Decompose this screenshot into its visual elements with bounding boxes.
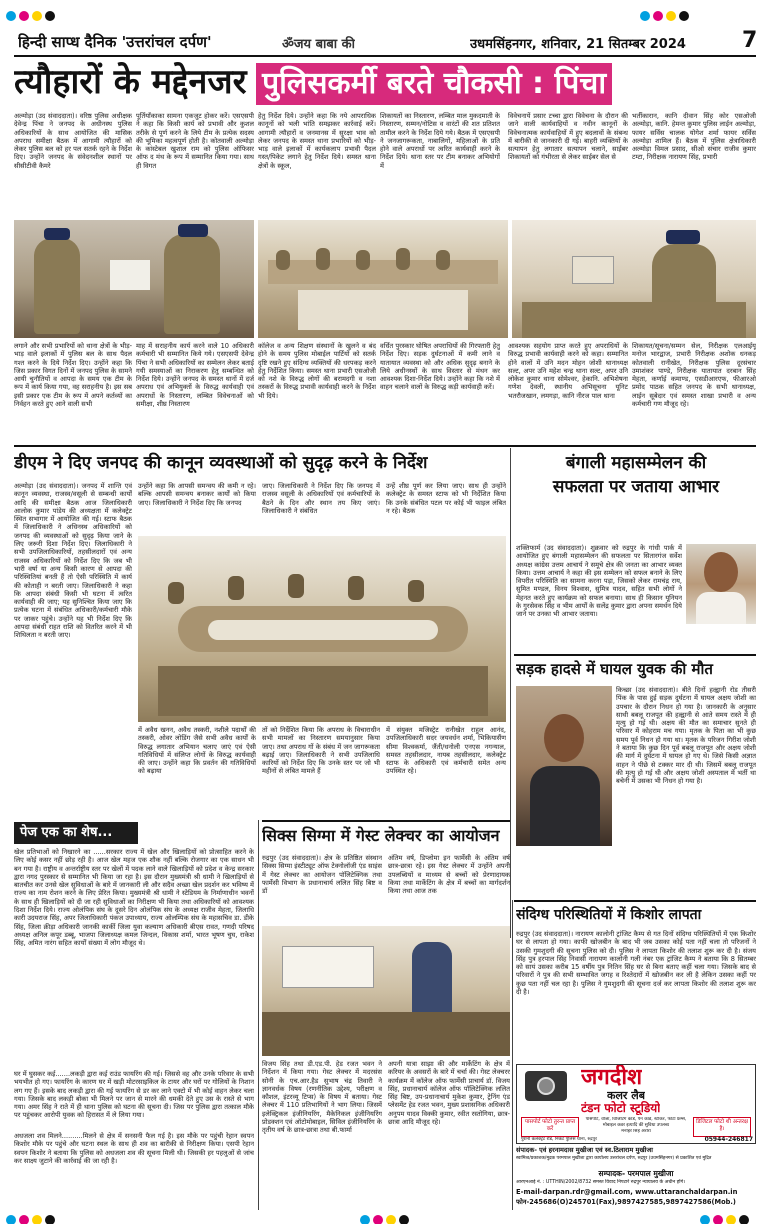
ad-address: पुरानी कलेक्ट्रेट रोड, निकट पुलिस थाना, रुद्रपुर	[521, 1137, 597, 1142]
ad-brand: जगदीश	[581, 1065, 643, 1090]
bengali-body: शक्तिफार्म (उद संवाददाता)। शुक्रवार को रुद्रपुर के गांधी पार्क में आयोजित हुए बंगाली महासम्मेलन की सफलता पर सितारगंज सर्वेश अध्यक्ष कांग्रेस उत्तम आचार्य ने समूचे क्षेत्र की जनता का आभार व्यक्त किया। उत्तम आचार्य ने कहा की इस सम्मेलन को सफल बनाने के लिए विपरीत परिस्थिति का सामना करना पड़ा, जिसको लेकर रामचंद्र राय, सुमित मण्डल, विनय विश्वास, सुमित्र यादव, सहित सभी लोगों ने मेहनत करते हुए कार्यक्रम को सफल बनाया। साथ ही किसान यूनियन के गुरसेवक सिंह व भीम आर्यों के सलेंद्र कुमार द्वारा अपना समर्थन दिये जाने पर उनका भी आभार जताया।	[516, 544, 682, 619]
lead-col-4: शिकायतों का निस्तारण, लम्बित माल मुकदमाती के निस्तारण, सम्मन/नोटिस व वारंटों की शत प्रतिशत तामील करने के निर्देश दिये गये। बैठक में एसएसपी ने जनजागरूकता, नाबालिगों, महिलाओं के प्रति होने वाले अपराधों पर त्वरित कार्यवाही करने के निर्देश दिये। थाना स्तर पर टीम बनाकर अभियोगों में	[380, 112, 500, 170]
lead-col-5: विवेचनायें प्रसार टच्चा द्वारा विवेचना के दौरान की जाने वाली कार्यवाहियों व नवीन कानूनों के विवेचनात्मक कार्यवाहियों में हुए बदलावों के संबन्ध में बारीकी से जानकारी दी गई। बाहरी व्यक्तियों के सत्यापन हेतु लगातार सत्यापन चलाने, साईबर शिकायतों को गंभीरता से लेकर साईबर सेल से	[508, 112, 628, 162]
ad-box-2: डिजिटल फोटो शी अन्तरक्ष है।	[693, 1117, 751, 1137]
ad-services: पासपोर्ट, वीजा, विजिटिंग कार्ड, पैन कार्ड, स्टीकर, फोटो फ्रेम्स, मोबाइल कवर इत्यादि की सुविधा उपलब्ध	[585, 1117, 687, 1128]
column-right-rule	[258, 820, 259, 1210]
dm-lower-3: तों को निर्देशित किया कि अपराध के विचाराधीन सभी मामलों का निस्तारण समयानुसार किया जाए। तथा अपराध गों के संबंध में जन जागरूकता बढ़ाई जाए। जिलाधिकारी ने सभी उपजिलाधि कारियों को निर्देश दिए कि उनके स्तर पर जो भी महीनों से लंबित मामले हैं	[262, 726, 380, 776]
registration-marks-left	[6, 6, 58, 25]
ad-box-1: पासपोर्ट फोटो तुरन्त प्राप्त करें	[521, 1117, 579, 1137]
column-title: पेज एक का शेष...	[14, 822, 138, 844]
lead-lower-4: वर्धित पुरस्कार घोषित अपराधियों की गिरफ्तारी हेतु निर्देश दिए। सड़क दुर्घटनाओं में कमी लाने व यातायात व्यवस्था को और अधिक सुदृढ़ बनाने के लिये अधीनस्थों के साथ विस्तार से मंथन कर आवश्यक दिशा-निर्देश दिये। उन्होंने कहा कि नशे में वाहन चलाने वालों के विरुद्ध कड़ी कार्यवाही करें।	[380, 342, 500, 392]
sixsigma-headline: सिक्स सिग्मा में गेस्ट लेक्चर का आयोजन	[262, 826, 500, 845]
sixsigma-right-rule	[512, 900, 513, 1210]
dm-col-1: अल्मोड़ा (उद संवाददाता)। जनपद में शान्ति एवं कानून व्यवस्था, राजस्व/वसूली से सम्बन्धी कार्यों आदि की समीक्षा बैठक आज जिलाधिकारी आलोक कुमार पांडेय की अध्यक्षता में कलेक्ट्रेट स्थित सभागार में आयोजित की गई। स्टाफ बैठक में जिलाधिकारी ने अधिनस्थ अधिकारियों को जनपद की व्यवस्थाओं को सुदृढ़ किया जाने के लिए जरूरी दिशा निर्देश दिए। जिलाधिकारी ने सभी उपजिलाधिकारियों, तहसीलदारों एवं अन्य राजस्व अधिकारियों को निर्देश दिए कि जब भी भारी वर्षा या अन्य किसी कारण से आपदा की परिस्थितियां बनती हैं तो ऐसी परिस्थिति में कार्य की कोताही न बरती जाए। जिलाधिकारी ने कहा कि आपदा संबंधी किसी भी घटना में त्वरित कार्यवाही की जाए; यह सुनिश्चित किया जाए कि प्रत्येक घटना में संबंधित अधिकारी/कर्मचारी मौके पर जाकर पहुंचे। उन्होंने यह भी निर्देश दिए कि आपदा संबंधी राहत राशि को वितरित करने में भी शिथिलता न बरती जाए।	[14, 482, 132, 640]
ad-line2: टंडन फोटो स्टूडियो	[581, 1101, 661, 1115]
bengali-headline-1: बंगाली महासम्मेलन की	[565, 453, 707, 473]
imprint-contact[interactable]: E-mail-darpan.rdr@gmail.com, www.uttaranchaldarpan.in	[516, 1188, 738, 1196]
dm-lower-4: में संयुक्त मजिस्ट्रेट रानीखेत राहुल आनंद, उपजिलाधिकारी सदर जयवर्धन शर्मा, भिकियासैंण सीमा विश्वकर्मा, जैंती/धनोली एनएस नगन्याल, समस्त तहसीलदार, नायब तहसीलदार, कलेक्ट्रेट स्टाफ के अधिकारी एवं कर्मचारी समेत अन्य उपस्थित रहे।	[386, 726, 506, 776]
lead-headline: त्यौहारों के मद्देनजर पुलिसकर्मी बरते चौकसी : पिंचा	[14, 58, 756, 108]
accident-photo	[516, 686, 612, 846]
imprint	[516, 1146, 756, 1208]
column-p2: घर में घुसकर कई.......लकड़ी द्वारा कई राउंड फायरिंग की गई। जिससे वह और उनके परिवार के सभी भयभीत हो गए। फायरिंग के कारण घर में खड़ी मोटरसाइकिल के टायर और घरों पर गोलियों के निशान लग गए हैं। इसके बाद लकड़ी द्वारा की गई फायरिंग से डर कर लाने एक्टो में भी कोई वाहन लेकर चला गया। जिसके बाद लकड़ी बोका भी मिलने पर जान से मारने की धमकी देते हुए उस के रास्ते से भाग गया। अमर सिंह ने राते में ही थाना पुलिस को घटना की सूचना दी। जिस पर पुलिस द्वारा तत्काल मौके पर पहुंचकर आरोपी युवक को हिरासत में ले लिया गया।	[14, 1070, 254, 1120]
ad-phone: 05944-246817	[704, 1136, 753, 1143]
camera-icon	[525, 1071, 567, 1101]
dm-photo-meeting	[138, 536, 506, 722]
dm-col-3: जाए। जिलाधिकारी ने निर्देश दिए कि जनपद में राजस्व वसूली के अधिकारियों एवं कर्मचारियों के बैठने के दिन और स्थान तय किए जाएं। जिलाधिकारी ने संबंधित	[262, 482, 380, 515]
dm-headline: डीएम ने दिए जनपद की कानून व्यवस्थाओं को सुदृढ़ करने के निर्देश	[14, 453, 428, 473]
accident-body: किच्छा (उद संवाददाता)। बीते दिनों हल्द्वानी रोड तीसरी पिंक के पास हुई सड़क दुर्घटना में घायल अक्षय जोशी का उपचार के दौरान निधन हो गया है। जानकारी के अनुसार साथी बबलू राजपूत की हल्द्वानी से आते समय रास्ते में ही मृत्यु हो गई थी। अक्षय की मौत का समाचार सुनते ही परिवार में कोहराम मच गया। मृतक के पिता का भी कुछ समय पूर्व निधन हो गया था। मृतक के परिजन गिरीश जोशी ने बताया कि कुछ दिन पूर्व बबलू राजपूत और अक्षय जोशी की मार्ग में दुर्घटना में घायल हो गए थे। जिसे किसी अज्ञात वाहन ने पीछे से टक्कर मार दी थी। जिसमें बबलू राजपूत की मृत्यु हो गई थी और अक्षय जोशी अस्पताल में भर्ती था बचेनी में उसका भी निधन हो गया है।	[616, 686, 756, 786]
lead-col-2: पूर्तियाँकाका सामना एकजुट होकर करें। एसएसपी ने कहा कि किसी कार्य को प्रभावी और कुशल तरीके से पूर्ण करने के लिये टीम के प्रत्येक सदस्य की भूमिका महत्वपूर्ण होती है। कोतवाली अल्मोड़ा के कांस्टेबल खुशाल राम को पुलिस ऑफिसर ऑफ द मंथ के रूप में सम्मानित किया गया। साथ ही विगत	[136, 112, 254, 170]
imprint-phones: फोन-245686(O)245701(Fax),9897427585,9897427586(Mob.)	[516, 1198, 736, 1206]
sixsigma-lower-2: अपनी यात्रा साझा की और मार्केटिंग के क्षेत्र में करियर के अवसरों के बारे में चर्चा की। गेस्ट लेक्चरर कार्यक्रम में कॉलेज ऑफ फार्मेसी प्राचार्य डॉ. विजय सिंह, प्रधानाचार्य कॉलेज ऑफ पॉलिटेक्निक ललित सिंह बिष्ट, उप-प्रधानाचार्य मुकेश कुमार, ट्रेनिंग एंड प्लेसमेंट हेड रजत भवन, मुख्य प्रशासनिक अधिकारी अनुपम यादव विक्की कुमार, रवीत रस्तोगिया, छात्र-छात्रा आदि मौजूद रहे।	[388, 1060, 510, 1127]
lead-lower-5: आवश्यक सहयोग प्राप्त करते हुए अपराधियों के विरुद्ध प्रभावी कार्यवाही करने को कहा। सम्मानित होने वालों में उनि मदन मोहन जोशी थानाध्यक्ष सल्ट, अपर उनि महेश चन्द्र थाना सल्ट, अपर उनि लोकेश कुमार थाना सोमेश्वर, हेकानि. अभिशेषना गणेश देवली, स्थानीय अभिसूचना यूनिट भतरौजखान, लमगड़ा, कानि नीरज पाल थाना	[508, 342, 628, 400]
lead-photo-award	[14, 220, 254, 338]
lead-col-1: अल्मोड़ा (उद संवाददाता)। वरिष्ठ पुलिस अधीक्षक देवेन्द्र पिंचा ने जनपद के अधीनस्थ पुलिस अधिकारियों के साथ आयोजित की मासिक अपराध समीक्षा बैठक में आगामी त्यौहारों को लेकर पुलिस बल को हर पल सतर्क रहने के निर्देश दिए। उन्होंने जनपद के संवेदनशील स्थानों पर सीसीटीवी कैमरे	[14, 112, 132, 170]
lead-col-3: हेतु निर्देश दिये। उन्होंने कहा कि नये आपराधिक कानूनों को भली भांति समझकर कार्रवाई करें। आगामी त्यौहारों व जनमानस में सुरक्षा भाव को लेकर जनपद के समस्त थाना प्रभारियों को भीड़-भाड़ वाले इलाकों में कार्यकलाप प्रभावी पैदल गस्त/पिकेट लगाने हेतु निर्देश दिये। समस्त थाना क्षेत्रों के स्कूल,	[258, 112, 376, 170]
lead-lower-1: लगाने और सभी प्रभारियों को थाना क्षेत्रों के भीड़-भाड़ वाले इलाकों में पुलिस बल के साथ पैदल गश्त करने के दिये निर्देश दिए। उन्होंने कहा कि जिस प्रकार विगत दिनों में जनपद पुलिस के सामने आयी चुनौतियों व आपदा के समय एक टीम के रूप में कार्य किया गया, वह सराहनीय है। इस सब इसी प्रकार एक टीम के रूप में अपने कर्तव्यों का निर्वहन करते हुए आने वाली सभी	[14, 342, 132, 409]
om-icon: ॐ	[282, 37, 294, 52]
lead-lower-6: शिकायत/सूचना/सम्मन सेल, निरीक्षक एलआईयू मनोज भारद्वाज, प्रभारी निरीक्षक अशोक धनकड़ कोतवाली रानीखेत, निरीक्षक पुलिस दूरसंचार उमाशंकर पाण्डे, निरीक्षक यातायात दरबान सिंह मेहता, कर्णाई कमाण्ड, एसडीआरएफ, फीआरओ प्रमोद पाठक सहित जनपद के सभी थानाध्यक्ष, लाईन सूबेदार एवं समस्त शाखा प्रभारी व अन्य कर्मचारी गण मौजूद रहे।	[632, 342, 756, 409]
missing-headline: संदिग्ध परिस्थितियों में किशोर लापता	[516, 907, 702, 923]
masthead-slogan: ॐजय बाबा की	[282, 37, 356, 52]
lead-lower-2: माह में सराहनीय कार्य करने वाले 10 अधिकारी कर्मचारी भी सम्मानित किये गये। एसएसपी देवेन्द्र पिंचा ने सभी अधिकारियों का सम्मेलन लेकर बताई गयी समस्याओं का निराकरण हेतु सम्बन्धित को निर्देश दिये। उन्होंने जनपद के समस्त थानों में दर्ज अपराध एवं अभियुक्तों के विरुद्ध कार्यवाही एवं अपराधों के निस्तारण, लम्बित विवेचनाओं को समीक्षा, शीघ्र निस्तारण	[136, 342, 254, 409]
dm-col-2: उन्होंने कहा कि आपसी समन्वय की कमी न रहे। बल्कि आपसी समन्वय बनाकर कार्यों को किया जाए। जिलाधिकारी ने निर्देश दिए कि जनपद	[138, 482, 256, 507]
dateline: उधमसिंहनगर, शनिवार, 21 सितम्बर 2024	[470, 37, 686, 52]
ad-owner: मनोहर सिंह अरोरा	[621, 1129, 651, 1134]
missing-body: रुद्रपुर (उद संवाददाता)। नारायण कालोनी ट्रांजिट कैम्प से गत दिनों संदिग्ध परिस्थितियों में एक किशोर घर से लापता हो गया। काफी खोजबीन के बाद भी जब उसका कोई पता नहीं चला तो परिजनों ने उसकी गुमशुदगी की सूचना पुलिस को दी। पुलिस ने लापता किशोर की तलाश शुरू कर दी है। संजय सिंह पुत्र हरपाल सिंह निवासी नारायण कालोनी गली नंबर एक ट्रांजिट कैम्प ने बताया कि 8 सितम्बर को सायं उसका करीब 15 वर्षीय पुत्र नितिन सिंह घर से बिना बताए कहीं चला गया। जिसके बाद से परिवारों ने पुत्र की सभी सम्भावित जगह व रिश्तेदारों में खोजबीन कर ली है लेकिन उसका कहीं पर कुछ पता नहीं चल रहा है। पुलिस ने गुमशुदगी की सूचना दर्ज कर लापता किशोर की तलाश शुरू कर दी है।	[516, 930, 756, 997]
bengali-body-wide	[516, 624, 756, 654]
imprint-chief-editor: सम्पादक- परमपाल मुखीजा	[598, 1169, 674, 1178]
bengali-headline-2: सफलता पर जताया आभार	[552, 477, 720, 497]
dm-lower-2: में अवैध खनन, अवैध तस्करी, नशीले पदार्थों की तस्करी, ओवर लोडिंग जैसे सभी अवैध कार्यों के विरुद्ध लगातार अभियान चलाए जाएं एवं ऐसी गतिविधियों में संलिप्त लोगों के विरुद्ध कार्यवाही की जाए। उन्होंने कहा कि प्रवर्तन की गतिविधियों को बढ़ाया	[138, 726, 256, 776]
registration-marks-bottom-right	[700, 1210, 760, 1224]
header-rule	[14, 55, 756, 57]
ad-line1: कलर लैब	[607, 1089, 645, 1102]
sixsigma-col-2: अंतिम वर्ष, डिप्लोमा इन फार्मेसी के अंतिम वर्ष छात्र-छात्रा रहे। इस गेस्ट लेक्चर में उन्होंने अपनी उपलब्धियों व माध्यम से बच्चों को प्रेरणादायक किया तथा मार्केटिंग के क्षेत्र में बच्चों का मार्गदर्शन किया तथा आज तक	[388, 854, 510, 896]
page-number: 7	[742, 28, 758, 53]
imprint-publisher: स्वामित्व/प्रकाशक/मुद्रक परमपाल मुखीजा द्वारा कार्यालय उत्तरांचल दर्पण, रुद्रपुर (उधमसिंहनगर) से प्रकाशित एवं मुद्रित	[516, 1156, 712, 1161]
accident-headline: सड़क हादसे में घायल युवक की मौत	[516, 660, 713, 678]
column-p3: अधजला शव मिलने..........मिलने से क्षेत्र में सनसनी फैल गई है। इस मौके पर पहुंची रेहान स्वपन किशोर मौके पर पहुंचे और घटना स्थल के साथ ही शव का बारीकी से निरीक्षण किया। एसपी रेहान स्वपन किशोर ने बताया कि पुलिस को अधजला शव की सूचना मिली थी। जिसकी हर पहलुओं से जांच कर साक्ष्य जुटाने की कार्रवाई की जा रही है।	[14, 1132, 254, 1165]
dm-right-rule	[510, 448, 511, 938]
lead-col-6: भर्तीकारान, कानि दीवान सिंह कोर एसओजी अल्मोड़ा, कानि. हेमन्त कुमार पुलिस लाईन अल्मोड़ा, फायर सर्विस चालक योगेश शर्मा फायर सर्विस अल्मोड़ा शामिल हैं। बैठक में पुलिस क्षेत्राधिकारी अल्मोड़ा विमल प्रसाद, सीओ संचार राजीव कुमार टम्टा, निरीक्षक नारायण सिंह, प्रभारी	[632, 112, 756, 162]
dm-col-4: उन्हें शीघ्र पूर्ण कर लिया जाए। साथ ही उन्होंने कलेक्ट्रेट के समस्त स्टाफ को भी निर्देशित किया कि उनके संबंधित पटल पर कोई भी फाइल लंबित न रहे। बैठक	[386, 482, 506, 515]
masthead-title: हिन्दी साप्ध दैनिक 'उत्तरांचल दर्पण'	[18, 33, 212, 51]
registration-marks-right	[640, 6, 692, 25]
bengali-portrait	[686, 544, 756, 624]
masthead-bar	[0, 0, 770, 32]
imprint-rni: आरएनआई नं. : UTTHIN/2002/8732 समस्त विवाद निपटारे रुद्रपुर न्यायालय के अधीन होंगे।	[516, 1180, 686, 1185]
registration-marks-bottom-left	[6, 1210, 66, 1224]
sixsigma-lower-1: विजय सिंह तथा डी.एड.पी. हेड रजत भवन ने निर्देशन में किया गया। गेस्ट लेक्चर में मदरसंस सोनी के एच.आर.हैड सुभाष चंद्र तिवारी ने ज्ञानवर्धक विषय (रणनीतिक उद्देश्य, परीक्षण व कौशल, इंटरव्यू टिप्स) के विषय में बताया। गेस्ट लेक्चर में 110 प्रतिभागियों ने भाग लिया। जिसमें इलेक्ट्रिकल इंजीनियरिंग, मैकेनिकल इंजीनियरिंग प्रोडक्शन एवं ऑटोमोबाइल, सिविल इंजीनियरिंग के तृतीय वर्ष के छात्र-छात्रा तथा बी.फार्मा	[262, 1060, 382, 1135]
sixsigma-photo	[262, 926, 510, 1056]
lead-bottom-rule	[14, 445, 756, 447]
imprint-editors: संपादक- एवं हरनामदास मुखीजा एवं स्व.ठिलाराम मुखीजा	[516, 1146, 653, 1154]
sixsigma-col-1: रुद्रपुर (उद संवाददाता)। क्षेत्र के प्रतिष्ठित संस्थान सिक्स सिग्मा इंस्टीट्यूट ऑफ टेक्नोलॉजी एंड साइंस में गेस्ट लेक्चर का आयोजन पॉलिटेक्निक तथा फार्मेसी विभाग के प्रधानाचार्य ललित सिंह बिष्ट व डॉ	[262, 854, 382, 896]
lead-photo-meeting	[258, 220, 508, 338]
registration-marks-bottom-center	[360, 1210, 420, 1224]
lead-photo-ssp	[512, 220, 756, 338]
studio-ad	[516, 1064, 756, 1144]
lead-lower-3: कॉलेज व अन्य शिक्षण संस्थानों के खुलने व बंद होने के समय पुलिस मोबाईल पार्टियों को सतर्क दृष्टि रखने हुए संदिग्ध व्यक्तियों की धरपकड़ करने हेतु निर्देशित किया। समस्त थाना प्रभारी एसओजी को नशे के विरुद्ध लोगों की बरामदगी व नशा तस्करों के विरुद्ध प्रभावी कार्यवाही करने के निर्देश भी दिये।	[258, 342, 376, 400]
column-p1: खेल प्रतिभाओं को निखारने का ......सरकार राज्य में खेल और खिलाड़ियों को प्रोत्साहित करने के लिए कोई कसर नहीं छोड़ रही है। आज खेल महज एक शौक नहीं बल्कि रोजगार का एक साधन भी बन गया है। राष्ट्रीय व अन्तर्राष्ट्रीय स्तर पर खेलों में पदक लाने वाले खिलाड़ियों को प्रदेश व केन्द्र सरकार द्वारा नगद पुरस्कार से सम्मानित भी किया जा रहा है। इस दौरान मुख्यमंत्री श्री धामी ने खिलाड़ियों से बातचीत कर उनसे खेल सुविधाओं के बारे में जानकारी ली और सदैव अच्छा खेल प्रदर्शन कर भविष्य में राज्य का नाम रोशन करने के लिए प्रेरित किया। मुख्यमंत्री श्री धामी ने स्टेडियम के निर्माणाधीन भवनों के साथ ही खिलाड़ियों को दी जा रही सुविधाओं का निरीक्षण भी किया तथा अधिकारियों को आवश्यक दिशा निर्देश दिये। राज्य ओलंपिक संघ के दूसरे दिन ओलंपिक संघ के अध्यक्ष राजीव मेहता, जिलाधि कारी उदयराज सिंह, अपर जिलाधिकारी पंकज उपाध्याय, राज्य ओलम्पिक संघ के महासचिव डा. डीके सिंह, जिला क्रीड़ा अधिकारी जानकी कार्की जिला युवा कल्याण अधिकारी बीएस रावत, गणदी परिषद अध्यक्ष अनिल कपूर डब्बू, भाजपा जिलाध्यक्ष कमल जिन्दल, विकास शर्मा, भारत भूषण चुघ, राकेश सिंह, अमित नारंग सहित कार्यों संख्या में लोग मौजूद थे।	[14, 848, 254, 948]
